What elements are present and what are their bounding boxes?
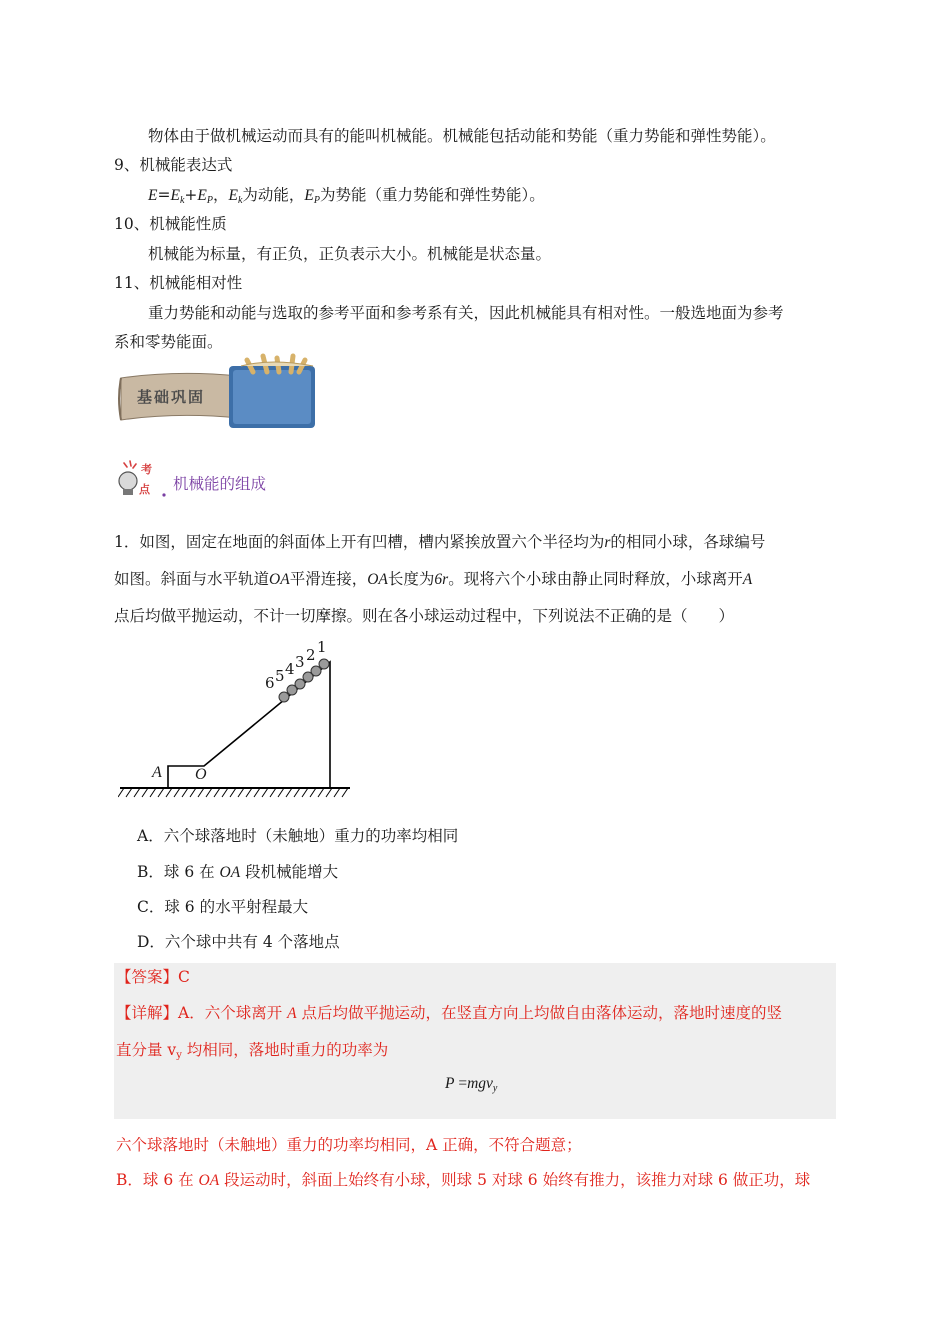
- q-var-oa1: OA: [269, 571, 290, 588]
- question-line1: [114, 532, 765, 553]
- power-formula: [445, 1075, 497, 1094]
- q-var-oa2: OA: [367, 571, 388, 588]
- detail-var-a: A: [287, 1005, 297, 1022]
- kaodian-top-char: 考: [141, 463, 152, 476]
- ep-sub: P: [313, 195, 320, 206]
- formula-ep: E: [197, 187, 207, 204]
- q-var-a: A: [742, 571, 753, 588]
- explain-b-b: 段运动时，斜面上始终有小球，则球 5 对球 6 始终有推力，该推力对球 6 做正功，球: [219, 1171, 811, 1189]
- explain-b-oa: OA: [198, 1172, 220, 1189]
- option-b-a: B．球 6 在: [137, 863, 220, 881]
- detail-line2-a: 直分量 v: [116, 1041, 177, 1059]
- q-line2-d: 。现将六个小球由静止同时释放，小球离开: [448, 570, 743, 588]
- ball-label-3: 3: [295, 653, 305, 671]
- question-line3: 点后均做平抛运动，不计一切摩擦。则在各小球运动过程中，下列说法不正确的是（ ）: [114, 607, 735, 625]
- formula-ek: E: [170, 187, 180, 204]
- q-line2-b: 平滑连接，: [289, 570, 368, 588]
- basic-consolidation-banner: [117, 352, 327, 430]
- option-d: D．六个球中共有 4 个落地点: [137, 933, 340, 951]
- ek-text: 为动能，: [242, 186, 305, 204]
- point-a-label: A: [152, 764, 162, 781]
- ball-label-6: 6: [265, 674, 275, 692]
- q-line1-a: 1．如图，固定在地面的斜面体上开有凹槽，槽内紧挨放置六个半径均为: [114, 533, 605, 551]
- formula-e: E: [148, 187, 158, 204]
- option-b-b: 段机械能增大: [240, 863, 339, 881]
- ep-label: E: [304, 187, 314, 204]
- ball-6: [279, 692, 289, 702]
- formula-plus: +: [184, 186, 198, 204]
- question-line2: [114, 569, 752, 590]
- intro-paragraph: 物体由于做机械运动而具有的能叫机械能。机械能包括动能和势能（重力势能和弹性势能）。: [148, 127, 776, 145]
- ball-label-5: 5: [275, 667, 285, 685]
- q-line1-b: 的相同小球，各球编号: [610, 533, 766, 551]
- detail-b: 点后均做平抛运动，在竖直方向上均做自由落体运动，落地时速度的竖: [296, 1004, 783, 1022]
- answer-label: 【答案】C: [116, 968, 190, 986]
- section-10-body: 机械能为标量，有正负，正负表示大小。机械能是状态量。: [148, 245, 552, 263]
- banner-text: 基础巩固: [137, 388, 206, 406]
- formula-p-sub: P: [206, 195, 213, 206]
- formula-eq: =: [157, 186, 171, 204]
- formula-y-sub: y: [492, 1083, 498, 1094]
- point-o-label: O: [195, 766, 207, 783]
- explain-a-conclusion: 六个球落地时（未触地）重力的功率均相同，A 正确，不符合题意；: [116, 1136, 582, 1154]
- explain-b-a: B．球 6 在: [116, 1171, 199, 1189]
- ek-label: E: [228, 187, 238, 204]
- section-9-title: 9、机械能表达式: [114, 156, 233, 174]
- incline-diagram: [118, 640, 354, 804]
- formula-mgv: mgv: [467, 1075, 493, 1092]
- kaodian-bottom-char: 点: [139, 483, 150, 496]
- ball-5: [287, 685, 297, 695]
- ek-sub: k: [237, 195, 243, 206]
- section-10-title: 10、机械能性质: [114, 215, 227, 233]
- ball-label-1: 1: [317, 638, 327, 656]
- option-b-oa: OA: [219, 864, 241, 881]
- section-11-body-line1: 重力势能和动能与选取的参考平面和参考系有关，因此机械能具有相对性。一般选地面为参考: [148, 304, 784, 322]
- formula-k-sub: k: [179, 195, 185, 206]
- section-11-body-line2: 系和零势能面。: [114, 333, 223, 351]
- detail-a: A．六个球离开: [178, 1004, 288, 1022]
- ball-label-4: 4: [285, 660, 295, 678]
- q-line2-a: 如图。斜面与水平轨道: [114, 570, 270, 588]
- q-var-6r: 6r: [434, 571, 449, 588]
- detail-label: 【详解】: [116, 1004, 179, 1022]
- option-c: C．球 6 的水平射程最大: [137, 898, 309, 916]
- section-9-formula: [148, 185, 545, 211]
- kaodian-title: 机械能的组成: [173, 475, 267, 493]
- section-11-title: 11、机械能相对性: [114, 274, 243, 292]
- formula-equals: =: [454, 1075, 468, 1092]
- ball-3: [303, 672, 313, 682]
- ball-label-2: 2: [306, 646, 316, 664]
- formula-p: P: [445, 1075, 455, 1092]
- answer-detail-line2: [116, 1040, 388, 1066]
- formula-sep: ，: [212, 186, 229, 204]
- option-b: [137, 862, 338, 883]
- ball-1: [319, 659, 329, 669]
- ep-text: 为势能（重力势能和弹性势能）。: [320, 186, 545, 204]
- detail-line2-b: 均相同，落地时重力的功率为: [181, 1041, 389, 1059]
- answer-detail-line1: [116, 1003, 782, 1024]
- q-line2-c: 长度为: [387, 570, 435, 588]
- detail-line2-sub: y: [176, 1050, 182, 1061]
- q-var-r: r: [604, 534, 611, 551]
- explain-b-line: [116, 1170, 810, 1191]
- kaodian-icon: [116, 455, 168, 503]
- ground-hatching: [118, 788, 348, 797]
- option-a: A．六个球落地时（未触地）重力的功率均相同: [137, 827, 459, 845]
